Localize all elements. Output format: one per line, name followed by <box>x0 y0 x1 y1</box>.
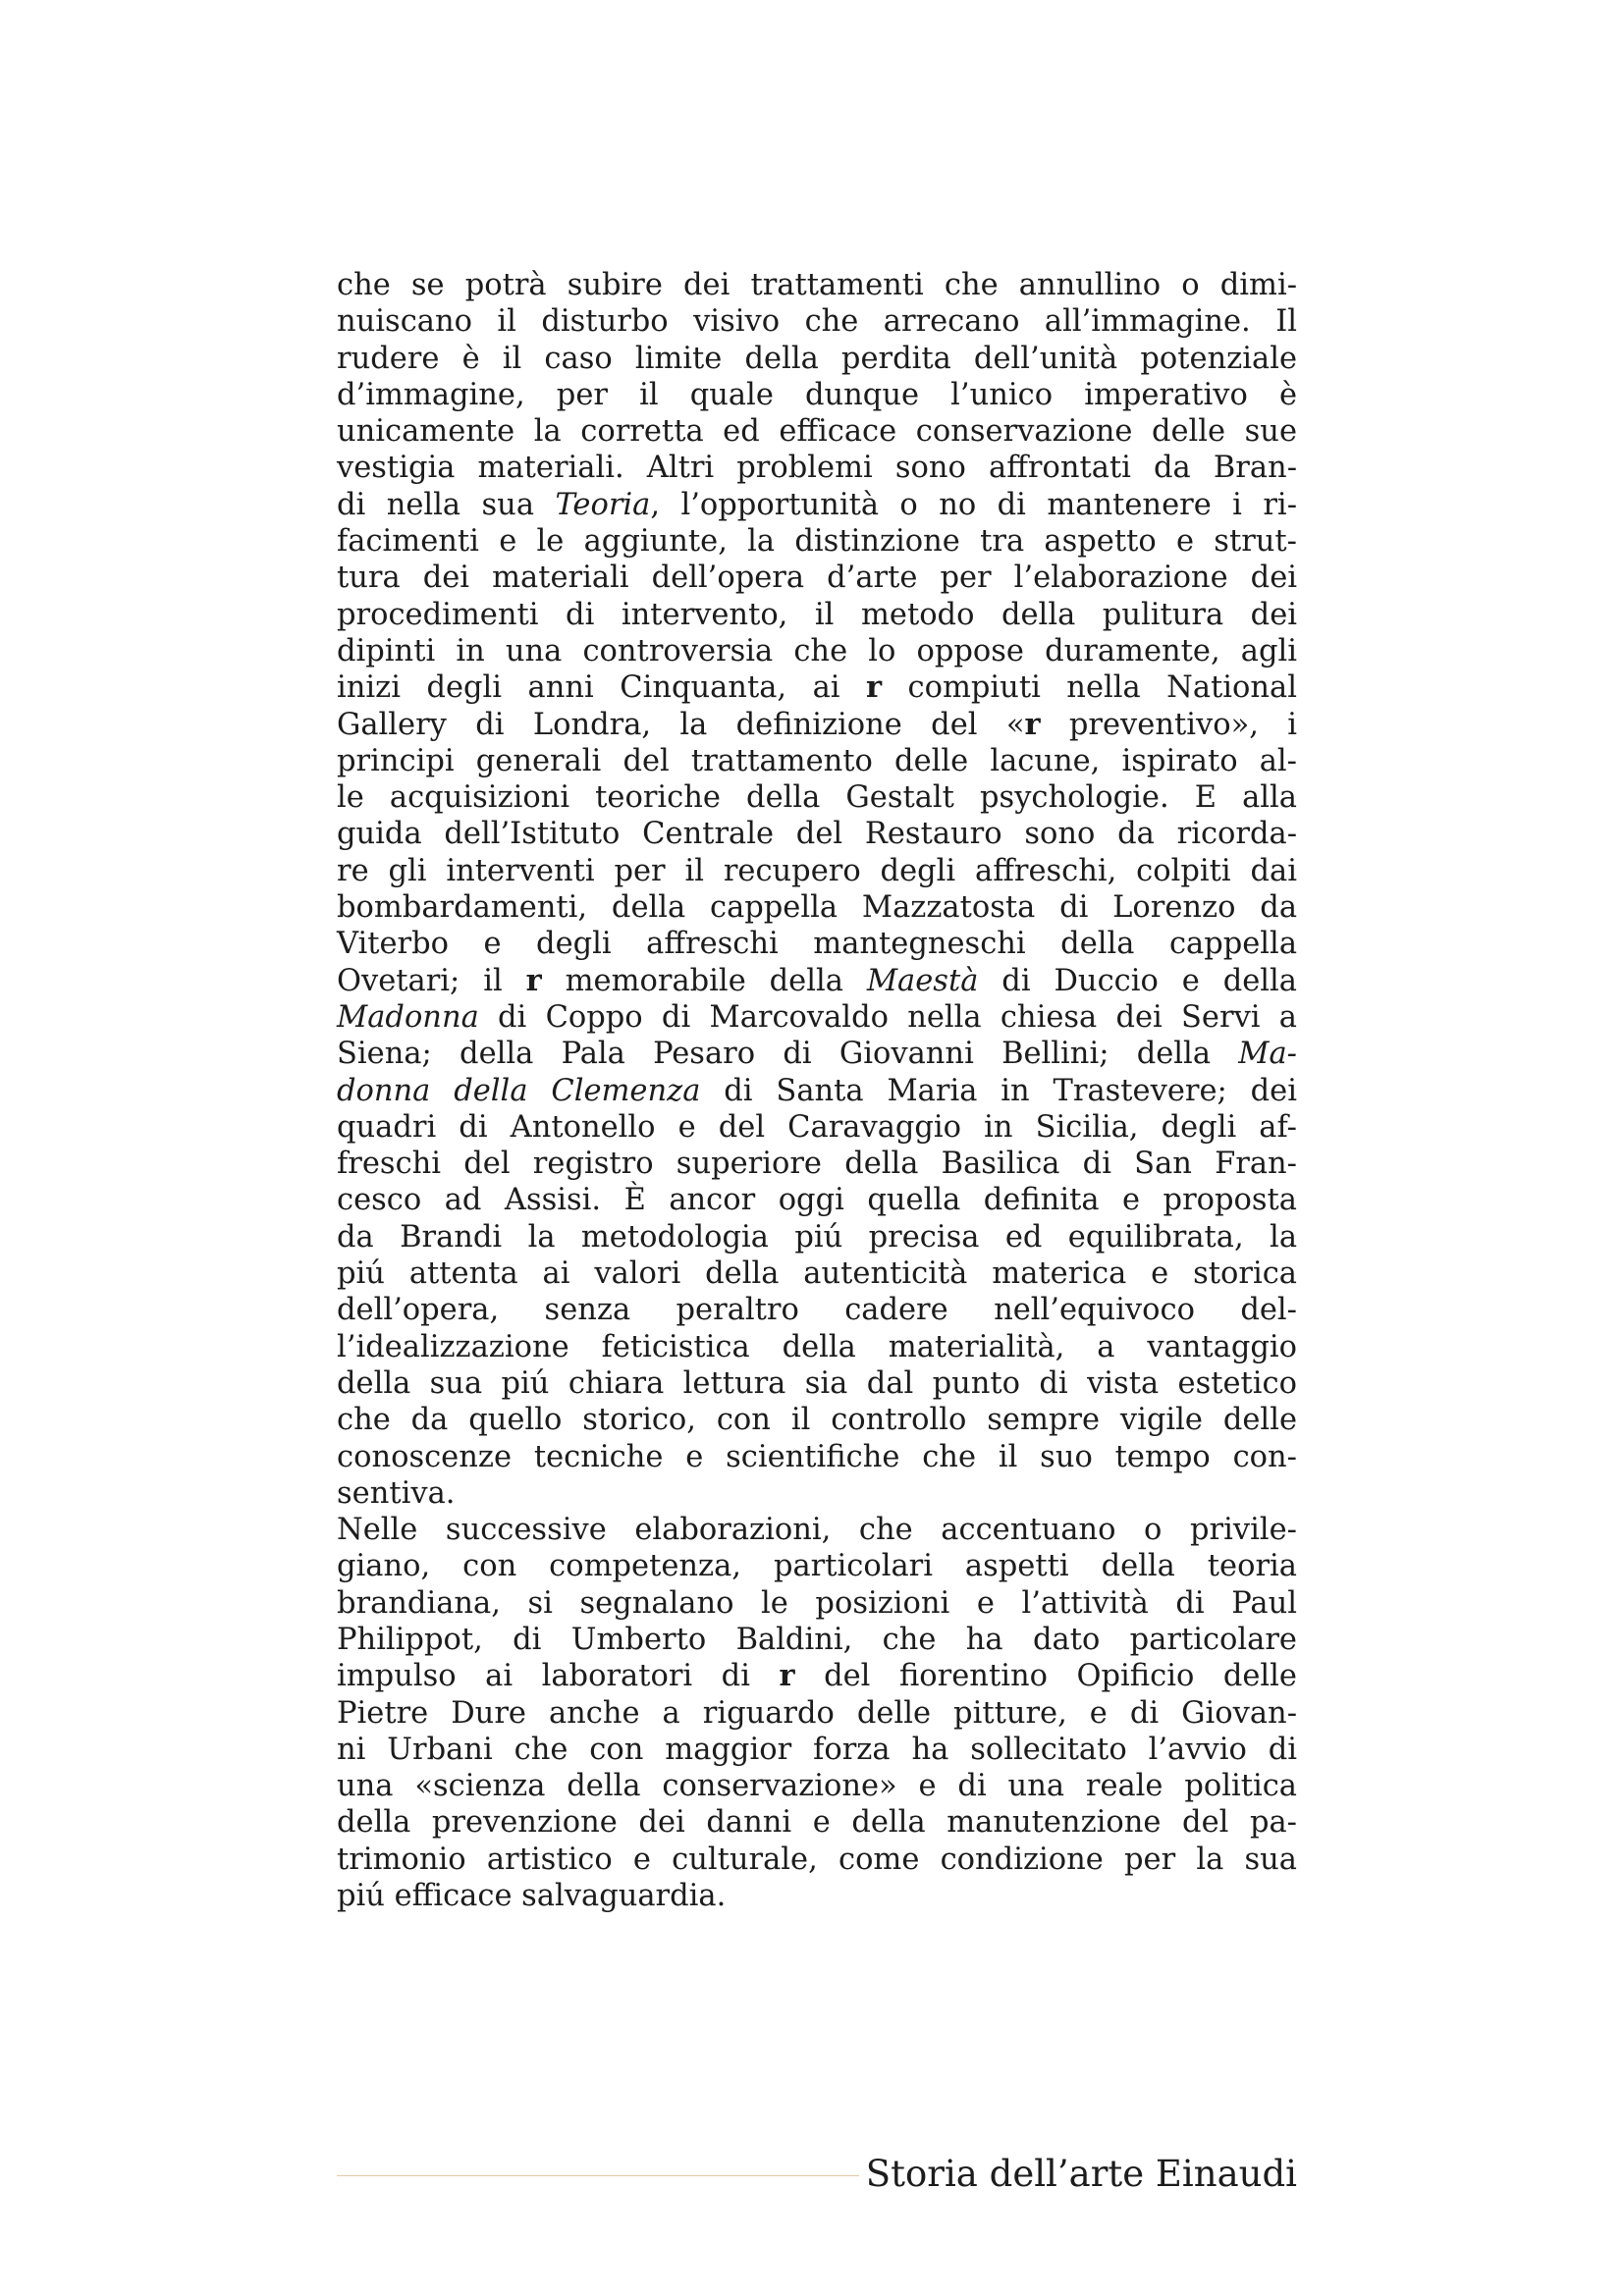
text-line <box>337 1658 1297 1694</box>
text-segment: preventivo», i <box>1040 707 1297 742</box>
text-line <box>337 267 1297 303</box>
text-segment: inizi degli anni Cinquanta, ai <box>337 670 866 706</box>
text-line <box>337 1402 1297 1438</box>
text-line <box>337 1548 1297 1584</box>
text-segment: compiuti nella National <box>882 670 1297 706</box>
italic-text: Teoria <box>555 487 651 522</box>
text-line <box>337 707 1297 743</box>
text-line <box>337 1109 1297 1146</box>
text-line <box>337 1439 1297 1475</box>
text-line <box>337 1219 1297 1255</box>
text-segment: l’idealizzazione feticistica della materialità, a vantaggio <box>337 1329 1297 1364</box>
text-segment: Viterbo e degli affreschi mantegneschi della cappella <box>337 927 1297 962</box>
italic-text: Ma- <box>1238 1037 1297 1072</box>
text-segment: Ovetari; il <box>337 963 526 998</box>
text-line <box>337 1292 1297 1328</box>
text-segment: , l’opportunità o no di mantenere i ri- <box>650 487 1297 522</box>
text-segment: Siena; della Pala Pesaro di Giovanni Bellini; della <box>337 1037 1239 1072</box>
text-segment: trimonio artistico e culturale, come condizione per la sua <box>337 1842 1297 1877</box>
text-segment: Philippot, di Umberto Baldini, che ha dato particolare <box>337 1622 1297 1657</box>
text-segment: di Santa Maria in Trastevere; dei <box>700 1073 1297 1108</box>
text-line <box>337 1842 1297 1878</box>
text-line <box>337 303 1297 340</box>
text-line <box>337 1146 1297 1182</box>
text-segment: re gli interventi per il recupero degli affreschi, colpiti dai <box>337 853 1297 888</box>
text-segment: cesco ad Assisi. È ancor oggi quella definita e proposta <box>337 1183 1297 1218</box>
text-segment: dipinti in una controversia che lo oppose duramente, agli <box>337 633 1297 668</box>
text-line <box>337 1732 1297 1768</box>
text-line <box>337 1622 1297 1658</box>
text-line <box>337 633 1297 669</box>
text-line <box>337 963 1297 999</box>
text-line <box>337 377 1297 413</box>
text-line <box>337 341 1297 377</box>
text-line <box>337 1255 1297 1292</box>
text-segment: di nella sua <box>337 487 556 522</box>
text-segment: Gallery di Londra, la definizione del « <box>337 707 1025 742</box>
text-segment: dell’opera, senza peraltro cadere nell’equivoco del- <box>337 1293 1297 1328</box>
text-segment: una «scienza della conservazione» e di una reale politica <box>337 1769 1297 1804</box>
text-line <box>337 450 1297 486</box>
text-segment: procedimenti di intervento, il metodo della pulitura dei <box>337 597 1297 632</box>
text-segment: tura dei materiali dell’opera d’arte per l’elaborazione dei <box>337 561 1297 596</box>
text-line <box>337 1475 1297 1512</box>
text-line <box>337 597 1297 633</box>
text-line <box>337 1585 1297 1622</box>
bold-abbreviation: r <box>779 1658 795 1694</box>
text-segment: che se potrà subire dei trattamenti che annullino o dimi- <box>337 268 1297 302</box>
text-segment: che da quello storico, con il controllo sempre vigile delle <box>337 1403 1297 1438</box>
text-line <box>337 1878 1297 1914</box>
text-line <box>337 413 1297 450</box>
text-segment: sentiva. <box>337 1475 456 1511</box>
text-line <box>337 1804 1297 1841</box>
text-segment: d’immagine, per il quale dunque l’unico imperativo è <box>337 377 1297 412</box>
bold-abbreviation: r <box>1024 706 1041 742</box>
italic-text: donna della Clemenza <box>337 1073 701 1108</box>
text-line <box>337 1036 1297 1072</box>
text-segment: della prevenzione dei danni e della manutenzione del pa- <box>337 1805 1297 1841</box>
text-segment: conoscenze tecniche e scientifiche che il suo tempo con- <box>337 1439 1297 1474</box>
text-segment: di Coppo di Marcovaldo nella chiesa dei Servi a <box>478 999 1297 1035</box>
text-segment: da Brandi la metodologia piú precisa ed equilibrata, la <box>337 1219 1297 1255</box>
bold-abbreviation: r <box>865 669 883 706</box>
text-line <box>337 1073 1297 1109</box>
text-segment: quadri di Antonello e del Caravaggio in Sicilia, degli af- <box>337 1109 1297 1145</box>
text-segment: principi generali del trattamento delle lacune, ispirato al- <box>337 743 1297 778</box>
text-segment: unicamente la corretta ed efficace conservazione delle sue <box>337 414 1297 450</box>
text-segment: freschi del registro superiore della Basilica di San Fran- <box>337 1147 1297 1182</box>
text-line <box>337 926 1297 962</box>
body-text <box>337 267 1297 1914</box>
text-segment: del fiorentino Opificio delle <box>794 1659 1297 1694</box>
footer-rule <box>337 2175 859 2176</box>
text-line <box>337 1365 1297 1402</box>
text-segment: Nelle successive elaborazioni, che accentuano o privile- <box>337 1513 1297 1548</box>
text-line <box>337 779 1297 816</box>
text-line <box>337 1182 1297 1218</box>
footer-series-title: Storia dell’arte Einaudi <box>865 2153 1297 2195</box>
text-segment: piú efficace salvaguardia. <box>337 1879 727 1914</box>
italic-text: Madonna <box>337 999 479 1035</box>
text-line <box>337 853 1297 889</box>
text-segment: guida dell’Istituto Centrale del Restauro sono da ricorda- <box>337 817 1297 852</box>
text-segment: impulso ai laboratori di <box>337 1659 780 1694</box>
text-segment: della sua piú chiara lettura sia dal punto di vista estetico <box>337 1365 1297 1401</box>
italic-text: Maestà <box>866 963 979 998</box>
text-segment: piú attenta ai valori della autenticità materica e storica <box>337 1256 1297 1292</box>
text-segment: bombardamenti, della cappella Mazzatosta di Lorenzo da <box>337 890 1297 926</box>
text-segment: le acquisizioni teoriche della Gestalt psychologie. E alla <box>337 780 1297 816</box>
text-line <box>337 743 1297 779</box>
bold-abbreviation: r <box>525 962 542 998</box>
text-line <box>337 669 1297 706</box>
text-segment: giano, con competenza, particolari aspetti della teoria <box>337 1549 1297 1584</box>
text-line <box>337 889 1297 926</box>
text-segment: brandiana, si segnalano le posizioni e l’attività di Paul <box>337 1585 1297 1621</box>
text-segment: memorabile della <box>541 963 867 998</box>
text-line <box>337 560 1297 596</box>
text-segment: ni Urbani che con maggior forza ha sollecitato l’avvio di <box>337 1732 1297 1767</box>
text-line <box>337 1512 1297 1548</box>
text-line <box>337 1695 1297 1732</box>
text-line <box>337 523 1297 560</box>
text-line <box>337 999 1297 1036</box>
text-line <box>337 487 1297 523</box>
text-segment: facimenti e le aggiunte, la distinzione tra aspetto e strut- <box>337 524 1297 560</box>
text-segment: rudere è il caso limite della perdita dell’unità potenziale <box>337 341 1297 376</box>
text-segment: nuiscano il disturbo visivo che arrecano all’immagine. Il <box>337 304 1297 340</box>
text-line <box>337 816 1297 852</box>
text-segment: vestigia materiali. Altri problemi sono affrontati da Bran- <box>337 451 1297 486</box>
text-segment: di Duccio e della <box>978 963 1297 998</box>
text-segment: Pietre Dure anche a riguardo delle pitture, e di Giovan- <box>337 1695 1297 1731</box>
text-line <box>337 1329 1297 1365</box>
text-line <box>337 1768 1297 1804</box>
